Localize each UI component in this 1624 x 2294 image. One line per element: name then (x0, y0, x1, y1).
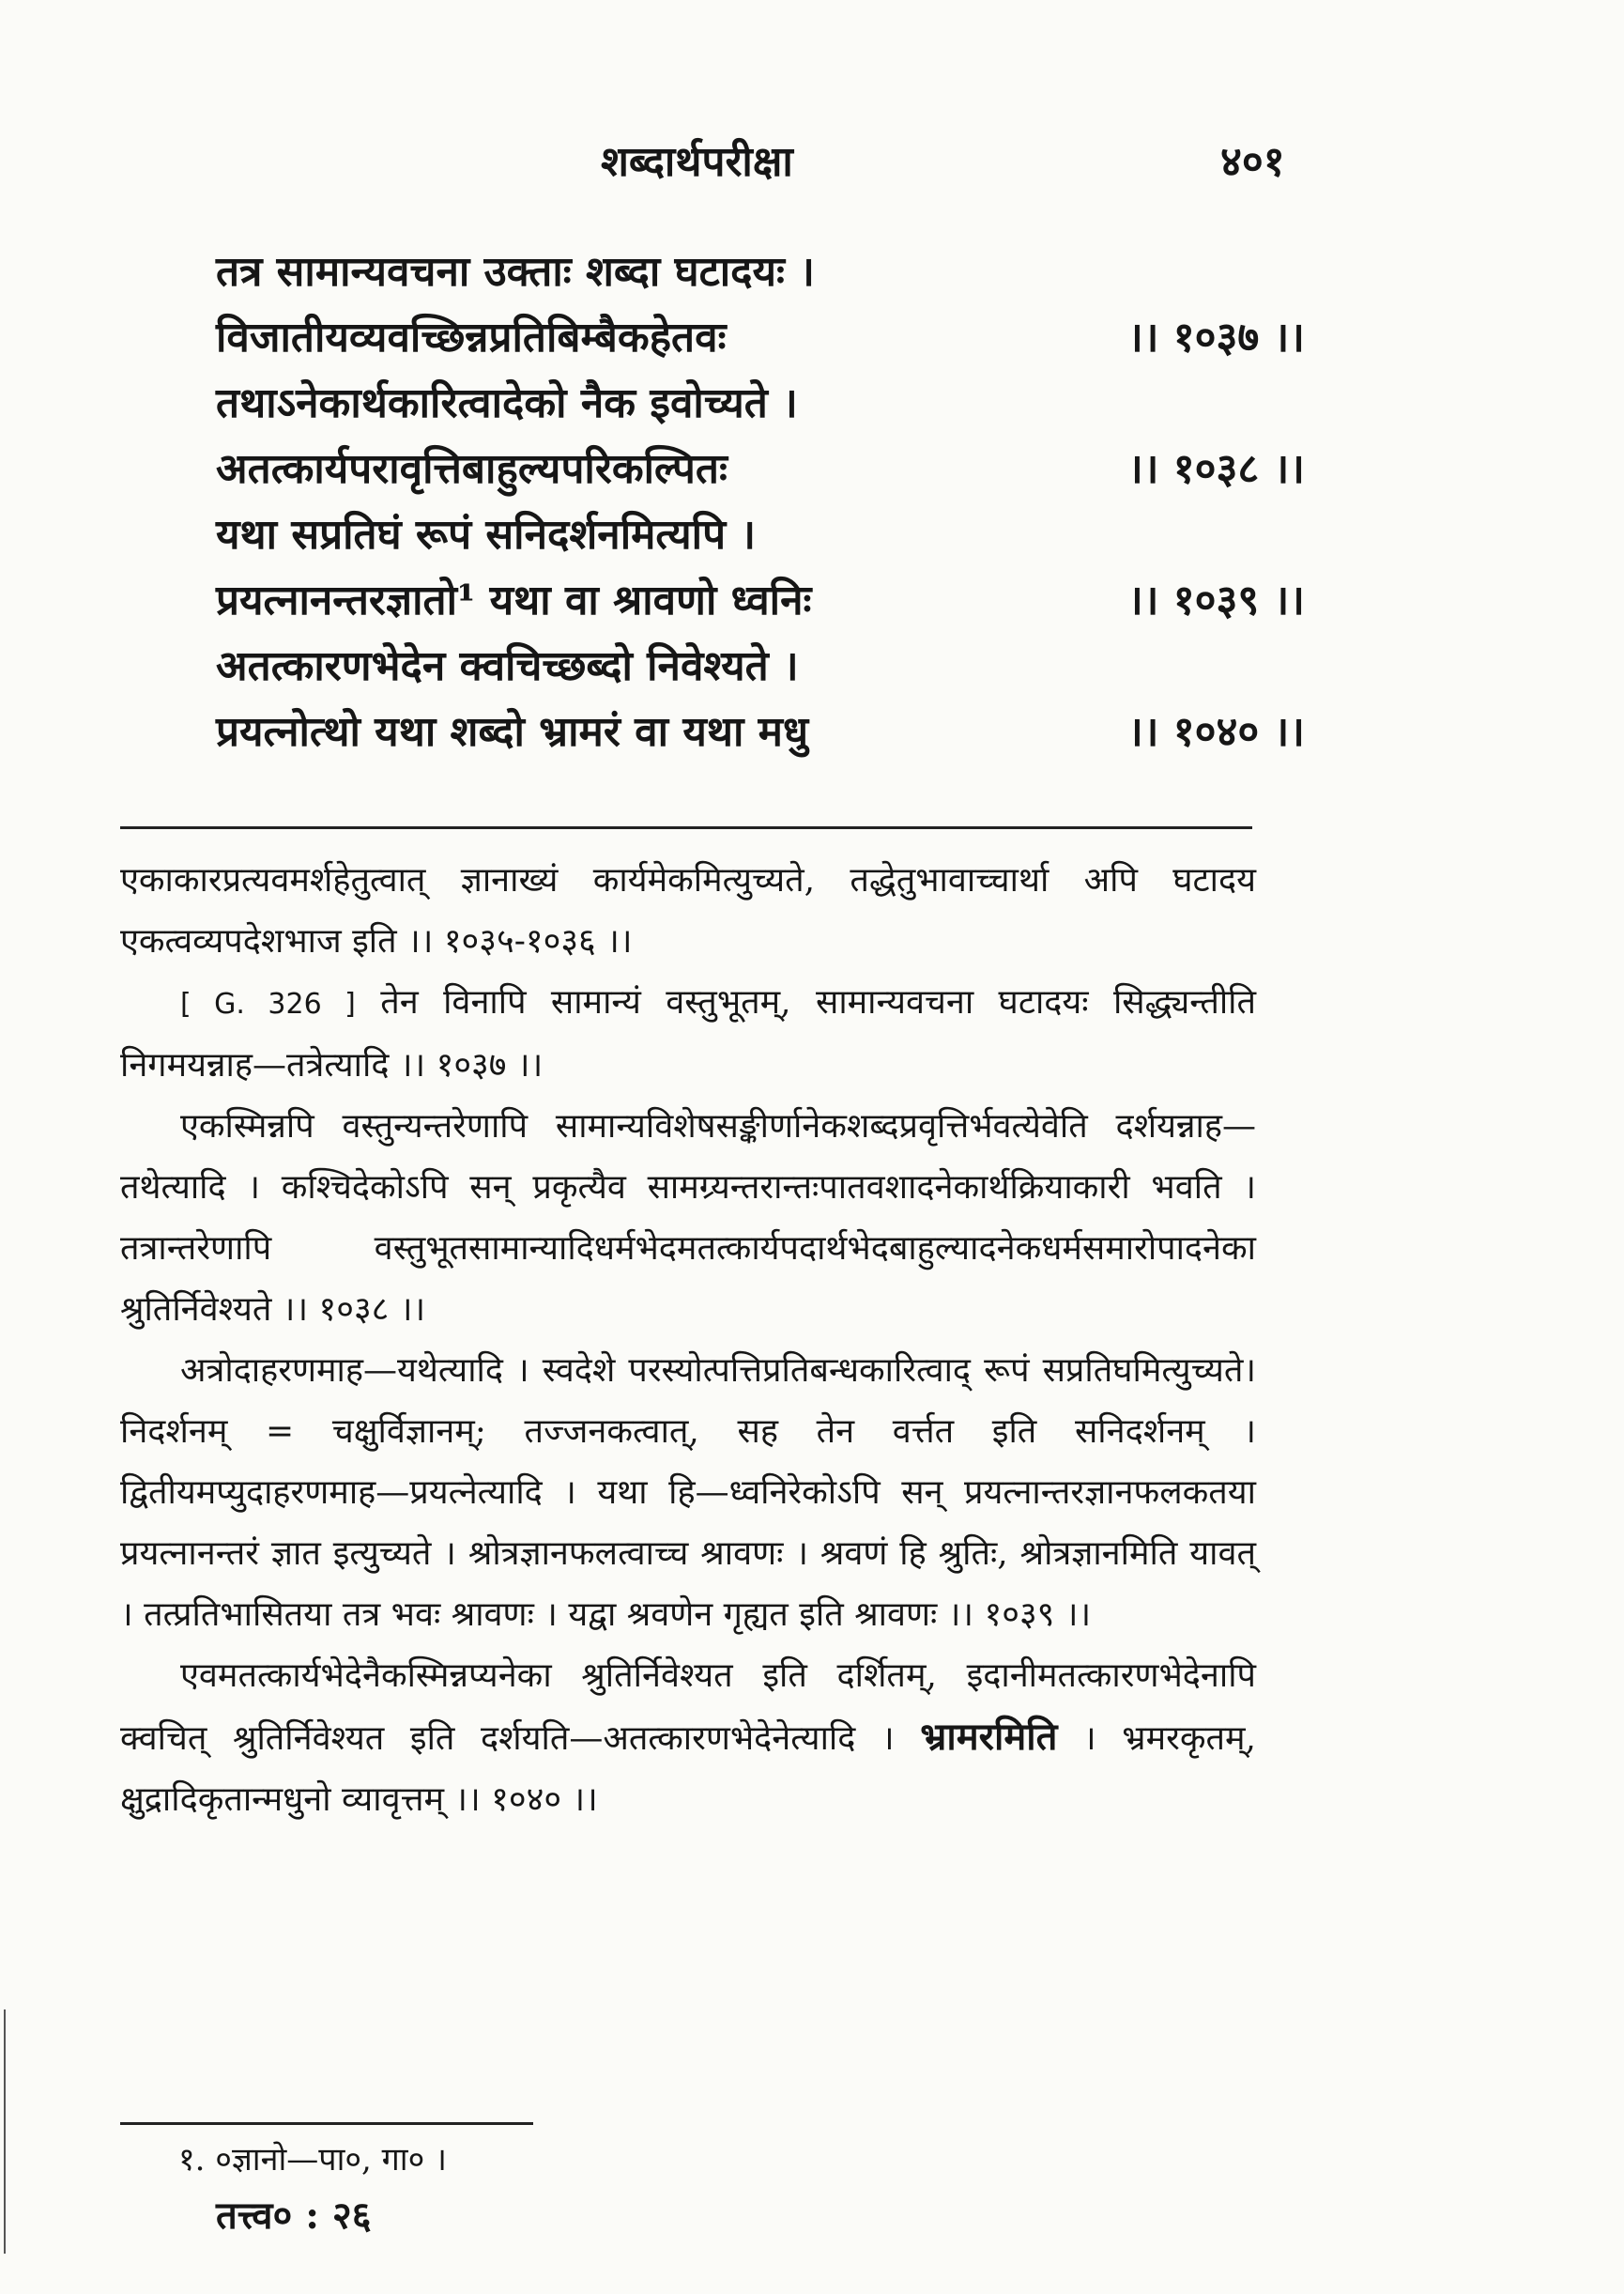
verse-block (216, 239, 1305, 765)
edition-page-tag: [ G. 326 ] (180, 988, 356, 1021)
verse-line (216, 305, 1305, 371)
verse-number (1286, 502, 1305, 568)
commentary-paragraph (120, 1096, 1256, 1340)
verse-line (216, 568, 1305, 634)
printer-signature: तत्त्व० : २६ (216, 2194, 372, 2238)
verse-text: प्रयत्नानन्तरज्ञातो¹ यथा वा श्रावणो ध्वनिः (216, 577, 812, 624)
verse-text: विजातीयव्यवच्छिन्नप्रतिबिम्बैकहेतवः (216, 314, 727, 362)
verse-line (216, 502, 1305, 568)
commentary-text: एकाकारप्रत्यवमर्शहेतुत्वात् ज्ञानाख्यं कार्यमेकमित्युच्यते, तद्धेतुभावाच्चार्था अपि घटादय एकत्वव्यपदेशभाज इति ।। १०३५-१०३६ ।। (120, 861, 1256, 961)
commentary-paragraph (120, 972, 1256, 1096)
verse-text: यथा सप्रतिघं रूपं सनिदर्शनमित्यपि । (216, 511, 757, 559)
verse-text: तथाऽनेकार्थकारित्वादेको नैक इवोच्यते । (216, 379, 798, 427)
verse-text: प्रयत्नोत्थो यथा शब्दो भ्रामरं वा यथा मधु (216, 708, 809, 756)
scan-edge-mark (4, 2009, 11, 2254)
verse-line (216, 437, 1305, 502)
commentary-text: तेन विनापि सामान्यं वस्तुभूतम्, सामान्यवचना घटादयः सिद्ध्यन्तीति निगमयन्नाह— (120, 983, 1257, 1085)
commentary-text: अत्रोदाहरणमाह— (180, 1351, 397, 1390)
verse-pratika: तथेत्यादि (120, 1168, 226, 1207)
commentary-paragraph (120, 1340, 1256, 1645)
verse-number (1286, 239, 1305, 305)
verse-divider (120, 826, 1252, 829)
verse-line (216, 634, 1305, 700)
verse-text: अतत्कार्यपरावृत्तिबाहुल्यपरिकल्पितः (216, 445, 728, 493)
verse-number: ।। १०३७ ।। (1127, 314, 1305, 362)
verse-line (216, 371, 1305, 437)
commentary-text: ।। १०३७ ।। (389, 1046, 544, 1085)
verse-number: ।। १०३९ ।। (1127, 577, 1305, 624)
verse-number: ।। १०४० ।। (1127, 708, 1305, 756)
verse-pratika: अतत्कारणभेदेनेत्यादि (603, 1719, 856, 1758)
commentary-text: । भ्रमरकृतम्, क्षुद्रादिकृतान्मधुनो व्यावृत्तम् ।। १०४० ।। (120, 1719, 1256, 1819)
verse-number (1286, 634, 1305, 700)
verse-number (1286, 371, 1305, 437)
commentary-text: एवमतत्कार्यभेदेनैकस्मिन्नप्यनेका श्रुतिर्निवेश्यत इति दर्शितम्, इदानीमतत्कारणभेदेनापि क्वचित् श्रुतिर्निवेश्यत इति दर्शयति— (120, 1656, 1256, 1758)
commentary-paragraph (120, 1645, 1256, 1830)
verse-text: अतत्कारणभेदेन क्वचिच्छब्दो निवेश्यते । (216, 642, 799, 690)
footnote: १. ०ज्ञानो—पा०, गा० । (178, 2141, 447, 2179)
commentary-paragraph (120, 850, 1256, 972)
commentary-text: । यथा हि—ध्वनिरेकोऽपि सन् प्रयत्नान्तरज्ञानफलकतया प्रयत्नानन्तरं ज्ञात इत्युच्यते । श्रोत्रज्ञानफलत्वाच्च श्रावणः । श्रवणं हि श्रुतिः, श्रोत्रज्ञानमिति यावत् । तत्प्रतिभासितया तत्र भवः श्रावणः । यद्वा श्रवणेन गृह्यत इति श्रावणः ।। १०३९ ।। (120, 1473, 1256, 1634)
commentary-text: । कश्चिदेकोऽपि सन् प्रकृत्यैव सामग्र्यन्तरान्तःपातवशादनेकार्थक्रियाकारी भवति । तत्रान्तरेणापि वस्तुभूतसामान्यादिधर्मभेदमतत्कार्यपदार्थभेदबाहुल्यादनेकधर्मसमारोपादनेका श्रुतिर्निवेश्यते ।। १०३८ ।। (120, 1168, 1256, 1329)
verse-line (216, 700, 1305, 765)
running-title: शब्दार्थपरीक्षा (601, 138, 793, 186)
lemma-bold: भ्रामरमिति (920, 1715, 1058, 1759)
commentary-block (120, 850, 1256, 1830)
commentary-text: । स्वदेशे परस्योत्पत्तिप्रतिबन्धकारित्वाद् रूपं सप्रतिघमित्युच्यते। निदर्शनम् = चक्षुर्विज्ञानम्; तज्जनकत्वात्, सह तेन वर्त्तत इति सनिदर्शनम् । द्वितीयमप्युदाहरणमाह— (120, 1351, 1256, 1512)
verse-line (216, 239, 1305, 305)
page-header (0, 131, 1624, 197)
page-number: ४०१ (1220, 138, 1285, 186)
commentary-text: । (855, 1719, 921, 1758)
verse-text: तत्र सामान्यवचना उक्ताः शब्दा घटादयः । (216, 248, 815, 296)
footnote-divider (120, 2122, 533, 2125)
verse-pratika: यथेत्यादि (396, 1351, 503, 1390)
commentary-text: एकस्मिन्नपि वस्तुन्यन्तरेणापि सामान्यविशेषसङ्कीर्णानेकशब्दप्रवृत्तिर्भवत्येवेति दर्शयन्नाह— (180, 1107, 1256, 1146)
verse-pratika: प्रयत्नेत्यादि (409, 1473, 543, 1512)
verse-number: ।। १०३८ ।। (1127, 445, 1305, 493)
verse-pratika: तत्रेत्यादि (285, 1046, 390, 1085)
